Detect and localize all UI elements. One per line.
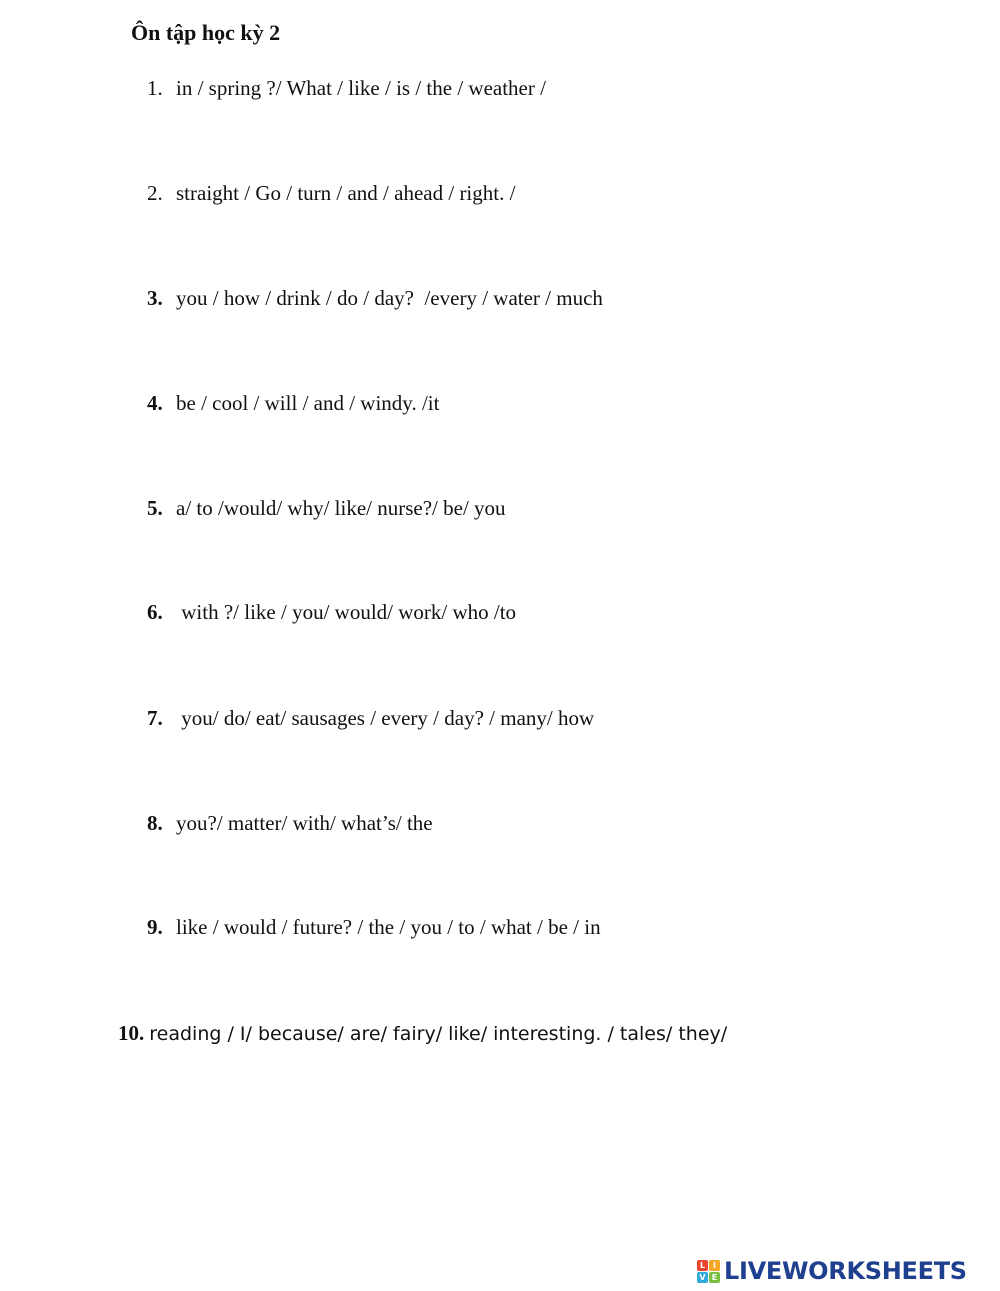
item-number: 10. [118, 1021, 145, 1045]
brand-name: LIVEWORKSHEETS [724, 1257, 967, 1285]
exercise-item-2 [147, 179, 515, 207]
item-text: you/ do/ eat/ sausages / every / day? / many/ how [176, 706, 595, 730]
liveworksheets-logo [697, 1254, 967, 1288]
item-text: in / spring ?/ What / like / is / the / weather / [176, 76, 546, 100]
item-number: 8. [147, 811, 163, 835]
item-text: be / cool / will / and / windy. /it [176, 391, 440, 415]
item-number: 3. [147, 286, 163, 310]
exercise-item-1 [147, 74, 546, 102]
page-title: Ôn tập học kỳ 2 [131, 20, 281, 45]
logo-letter-l: L [697, 1260, 708, 1271]
item-text: you / how / drink / do / day? /every / water / much [176, 286, 603, 310]
item-text: you?/ matter/ with/ what’s/ the [176, 811, 433, 835]
item-number: 7. [147, 706, 163, 730]
item-number: 4. [147, 391, 163, 415]
item-number: 6. [147, 600, 163, 624]
exercise-item-4 [147, 389, 439, 417]
item-text: with ?/ like / you/ would/ work/ who /to [176, 600, 517, 624]
item-number: 5. [147, 496, 163, 520]
logo-letter-e: E [709, 1272, 720, 1283]
exercise-item-6 [147, 598, 516, 626]
item-text: reading / I/ because/ are/ fairy/ like/ interesting. / tales/ they/ [149, 1023, 728, 1045]
item-number: 1. [147, 76, 163, 100]
exercise-item-10 [118, 1019, 727, 1048]
item-text: a/ to /would/ why/ like/ nurse?/ be/ you [176, 496, 506, 520]
exercise-item-9 [147, 913, 601, 941]
live-logo-icon [697, 1260, 720, 1283]
item-text: straight / Go / turn / and / ahead / right. / [176, 181, 516, 205]
exercise-item-8 [147, 809, 433, 837]
exercise-item-7 [147, 704, 594, 732]
exercise-item-5 [147, 494, 506, 522]
item-text: like / would / future? / the / you / to / what / be / in [176, 915, 601, 939]
item-number: 9. [147, 915, 163, 939]
logo-letter-i: I [709, 1260, 720, 1271]
exercise-item-3 [147, 284, 603, 312]
logo-letter-v: V [697, 1272, 708, 1283]
item-number: 2. [147, 181, 163, 205]
